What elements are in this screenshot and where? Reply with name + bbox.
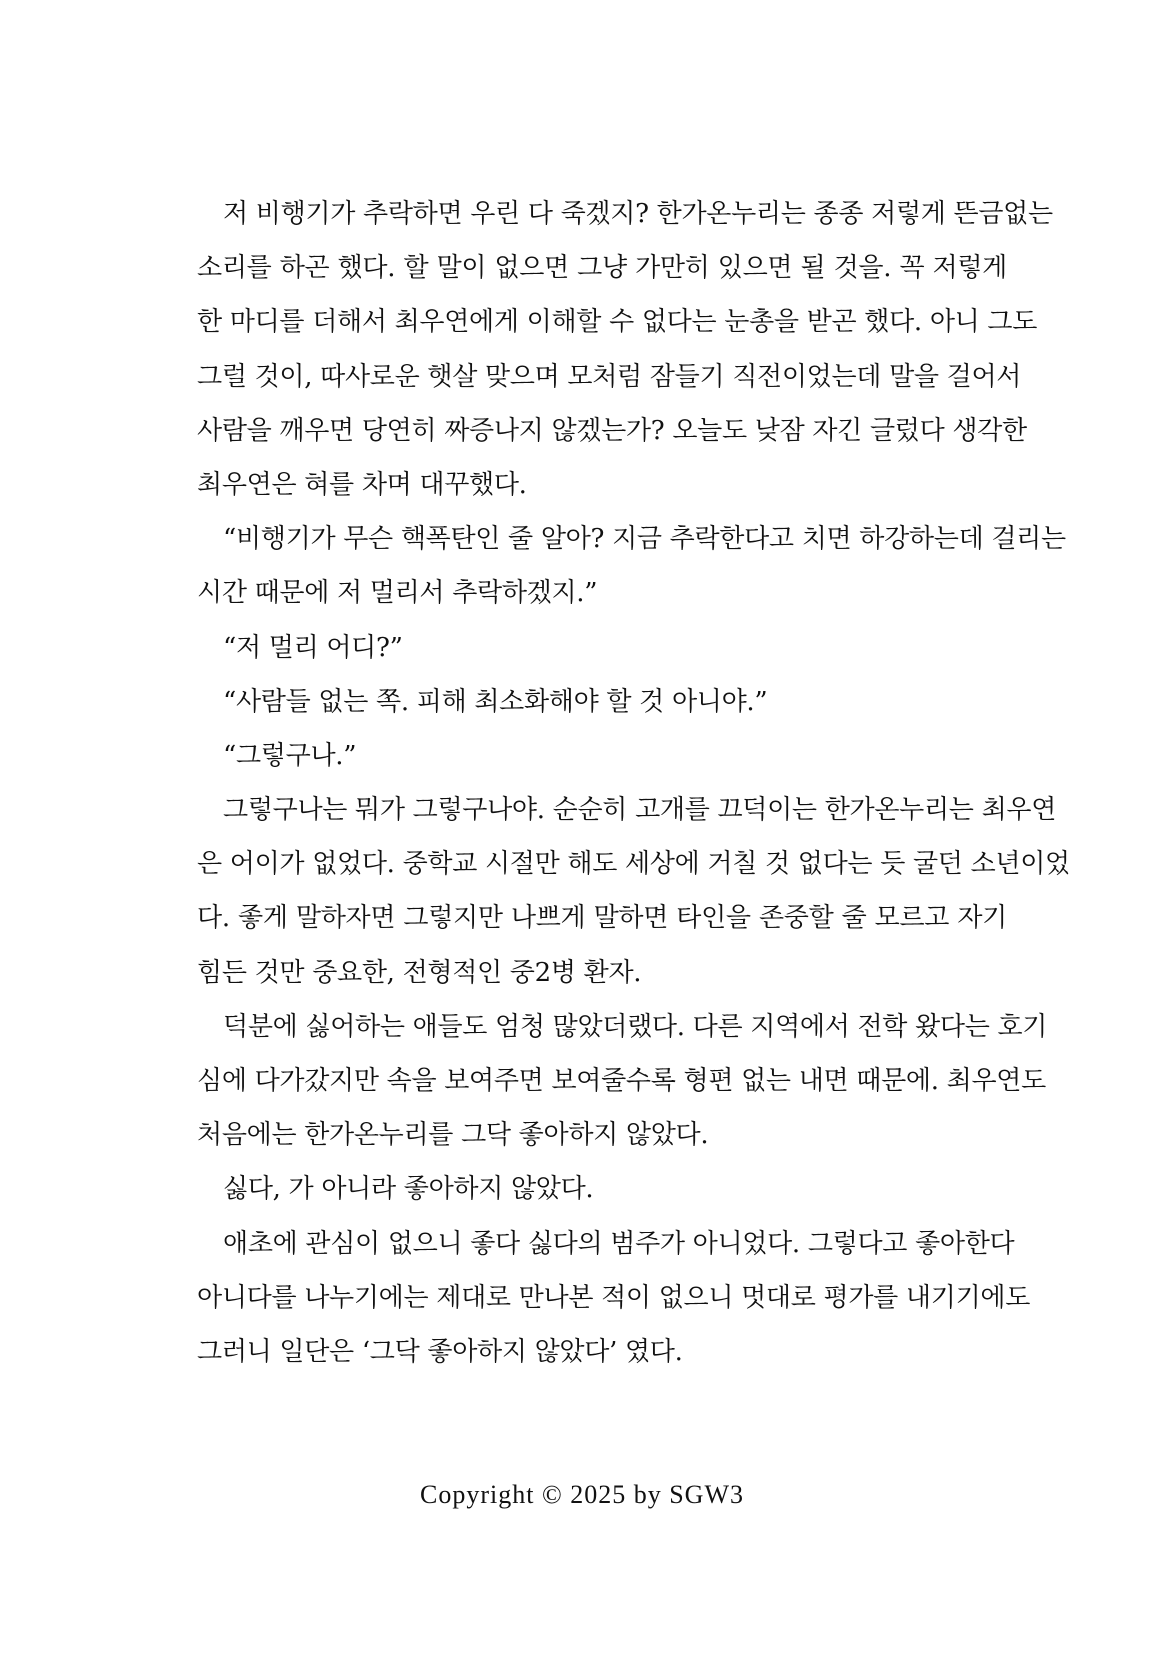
text-line: 다. 좋게 말하자면 그렇지만 나쁘게 말하면 타인을 존중할 줄 모르고 자기	[197, 903, 1007, 934]
text-line: 그럴 것이, 따사로운 햇살 맞으며 모처럼 잠들기 직전이었는데 말을 걸어서	[197, 361, 1022, 392]
text-line: 저 비행기가 추락하면 우린 다 죽겠지? 한가온누리는 종종 저렇게 뜬금없는	[223, 199, 1053, 229]
text-line: 심에 다가갔지만 속을 보여주면 보여줄수록 형편 없는 내면 때문에. 최우연도	[197, 1066, 1046, 1096]
text-line: 그렇구나는 뭐가 그렇구나야. 순순히 고개를 끄덕이는 한가온누리는 최우연	[223, 795, 1057, 826]
text-line: 한 마디를 더해서 최우연에게 이해할 수 없다는 눈총을 받곤 했다. 아니 그도	[197, 307, 1038, 338]
copyright-footer: Copyright © 2025 by SGW3	[420, 1480, 744, 1509]
text-line: 최우연은 혀를 차며 대꾸했다.	[197, 469, 527, 500]
text-line: 소리를 하곤 했다. 할 말이 없으면 그냥 가만히 있으면 될 것을. 꼭 저렇게	[197, 253, 1007, 284]
text-line: 시간 때문에 저 멀리서 추락하겠지.”	[197, 578, 598, 609]
text-line: 힘든 것만 중요한, 전형적인 중2병 환자.	[197, 957, 642, 988]
text-line: 덕분에 싫어하는 애들도 엄청 많았더랬다. 다른 지역에서 전학 왔다는 호기	[223, 1011, 1048, 1042]
text-line: 사람을 깨우면 당연히 짜증나지 않겠는가? 오늘도 낮잠 자긴 글렀다 생각한	[197, 415, 1027, 446]
text-line: 은 어이가 없었다. 중학교 시절만 해도 세상에 거칠 것 없다는 듯 굴던 소년이었	[197, 849, 1070, 880]
text-line: 아니다를 나누기에는 제대로 만나본 적이 없으니 멋대로 평가를 내기기에도	[197, 1282, 1031, 1313]
text-line: 애초에 관심이 없으니 좋다 싫다의 범주가 아니었다. 그렇다고 좋아한다	[223, 1228, 1015, 1259]
text-line: “비행기가 무슨 핵폭탄인 줄 알아? 지금 추락한다고 치면 하강하는데 걸리는	[223, 524, 1066, 555]
text-line: “사람들 없는 쪽. 피해 최소화해야 할 것 아니야.”	[223, 686, 768, 717]
text-line: 처음에는 한가온누리를 그닥 좋아하지 않았다.	[197, 1120, 709, 1151]
text-line: “저 멀리 어디?”	[223, 632, 403, 663]
text-line: “그렇구나.”	[223, 740, 357, 771]
text-line: 그러니 일단은 ‘그닥 좋아하지 않았다’ 였다.	[197, 1336, 683, 1367]
story-text	[197, 187, 1070, 1379]
text-line: 싫다, 가 아니라 좋아하지 않았다.	[223, 1174, 594, 1205]
